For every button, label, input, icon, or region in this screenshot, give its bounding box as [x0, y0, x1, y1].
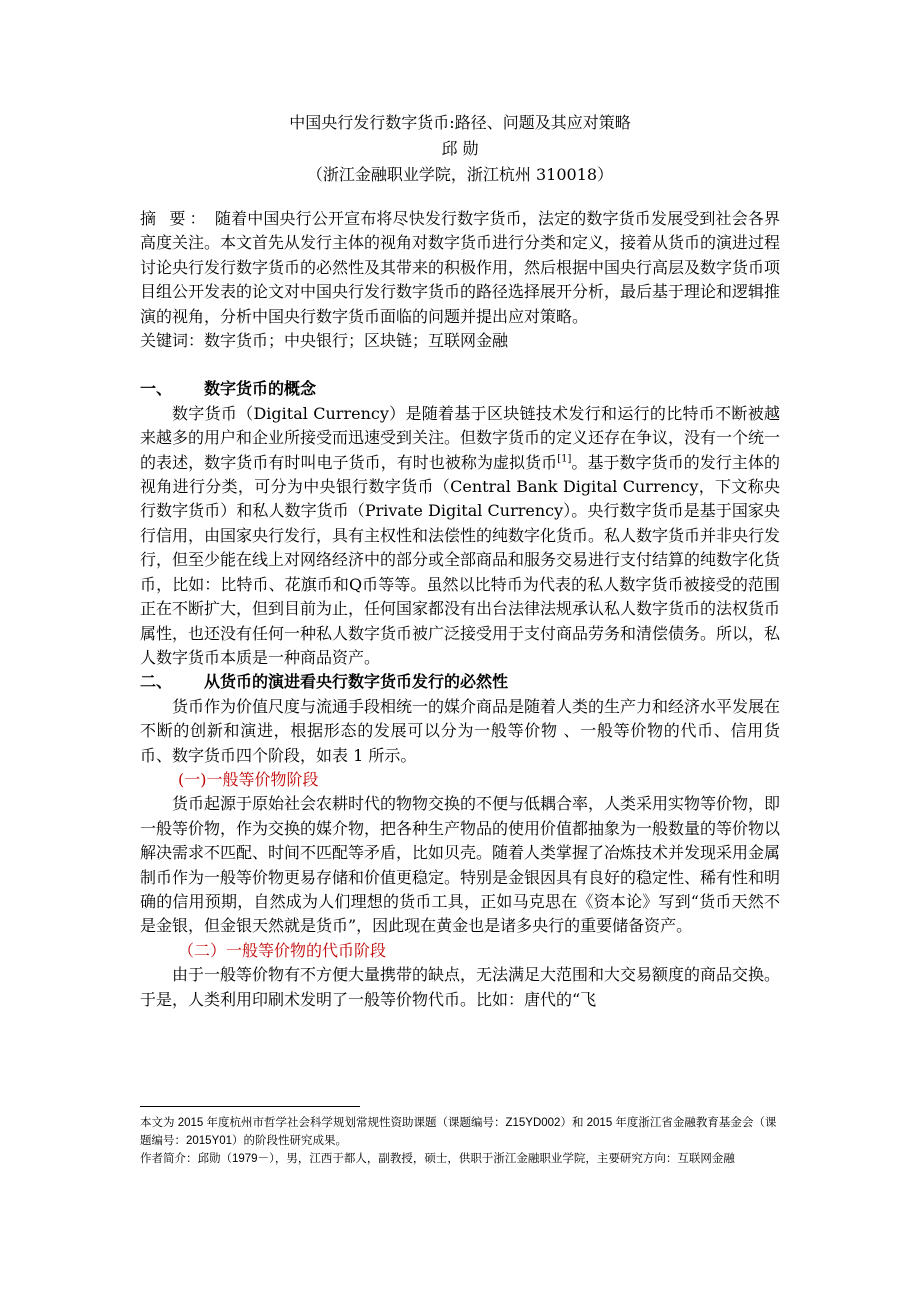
abstract-label: 摘 要： — [140, 209, 210, 228]
subsection-heading-2: （二）一般等价物的代币阶段 — [178, 940, 387, 960]
keywords: 关键词：数字货币；中央银行；区块链；互联网金融 — [140, 331, 509, 351]
footnote-funding: 本文为 2015 年度杭州市哲学社会科学规划常规性资助课题（课题编号：Z15YD002）和 2015 年度浙江省金融教育基金会（课题编号：2015Y01）的阶段性研究成果。 — [140, 1117, 777, 1147]
main-text — [140, 207, 780, 1012]
paragraph: 货币作为价值尺度与流通手段相统一的媒介商品是随着人类的生产力和经济水平发展在不断的创新和演进，根据形态的发展可以分为一般等价物 、一般等价物的代币、信用货币、数字货币四个阶段，如表 1 所示。 — [140, 696, 781, 765]
title-block — [0, 110, 920, 188]
section-number: 二、 — [140, 672, 173, 692]
paper-author: 邱 勋 — [441, 139, 479, 158]
abstract — [140, 207, 780, 329]
paragraph: 货币起源于原始社会农耕时代的物物交换的不便与低耦合率，人类采用实物等价物，即一般等价物，作为交换的媒介物，把各种生产物品的使用价值都抽象为一般数量的等价物以解决需求不匹配、时间不匹配等矛盾，比如贝壳。随着人类掌握了冶炼技术并发现采用金属制币作为一般等价物更易存储和价值更稳定。特别是金银因具有良好的稳定性、稀有性和明确的信用预期，自然成为人们理想的货币工具，正如马克思在《资本论》写到“货币天然不是金银，但金银天然就是货币”，因此现在黄金也是诸多央行的重要储备资产。 — [140, 794, 781, 936]
footnote-author-bio: 作者简介：邱勋（1979－），男，江西于都人，副教授，硕士，供职于浙江金融职业学院，主要研究方向：互联网金融 — [140, 1153, 735, 1165]
spacer — [140, 353, 780, 377]
paragraph-text: 数字货币（Digital Currency）是随着基于区块链技术发行和运行的比特币不断被越来越多的用户和企业所接受而迅速受到关注。但数字货币的定义还存在争议，没有一个统一的表述，数字货币有时叫电子货币，有时也被称为虚拟货币 — [140, 403, 781, 472]
footnotes — [140, 1114, 780, 1168]
section-title: 数字货币的概念 — [204, 379, 317, 399]
citation-ref[interactable]: [1] — [557, 453, 572, 465]
section-heading-2 — [140, 670, 780, 694]
paper-affiliation: （浙江金融职业学院，浙江杭州 310018） — [306, 165, 614, 184]
section-heading-1 — [140, 377, 780, 401]
subsection-heading-1: (一)一般等价物阶段 — [178, 769, 319, 789]
paragraph: 由于一般等价物有不方便大量携带的缺点，无法满足大范围和大交易额度的商品交换。于是，人类利用印刷术发明了一般等价物代币。比如：唐代的“飞 — [140, 965, 781, 1009]
section-title: 从货币的演进看央行数字货币发行的必然性 — [204, 672, 509, 692]
paragraph — [140, 402, 780, 670]
abstract-text: 随着中国央行公开宣布将尽快发行数字货币，法定的数字货币发展受到社会各界高度关注。本文首先从发行主体的视角对数字货币进行分类和定义，接着从货币的演进过程讨论央行发行数字货币的必然性及其带来的积极作用，然后根据中国央行高层及数字货币项目组公开发表的论文对中国央行发行数字货币的路径选择展开分析，最后基于理论和逻辑推演的视角，分析中国央行数字货币面临的问题并提出应对策略。 — [140, 209, 781, 326]
section-number: 一、 — [140, 379, 173, 399]
paragraph-text: 。基于数字货币的发行主体的视角进行分类，可分为中央银行数字货币（Central Bank Digital Currency，下文称央行数字货币）和私人数字货币（Private Digital Currency）。央行数字货币是基于国家央行信用，由国家央行发行，具有主权性和法偿性的纯数字化货币。私人数字货币并非央行发行，但至少能在线上对网络经济中的部分或全部商品和服务交易进行支付结算的纯数字化货币，比如：比特币、花旗币和Q币等等。虽然以比特币为代表的私人数字货币被接受的范围正在不断扩大，但到目前为止，任何国家都没有出台法律法规承认私人数字货币的法权货币属性，也还没有任何一种私人数字货币被广泛接受用于支付商品劳务和清偿债务。所以，私人数字货币本质是一种商品资产。 — [140, 452, 781, 667]
paper-title: 中国央行发行数字货币:路径、问题及其应对策略 — [289, 113, 631, 132]
footnote-divider — [140, 1106, 360, 1107]
